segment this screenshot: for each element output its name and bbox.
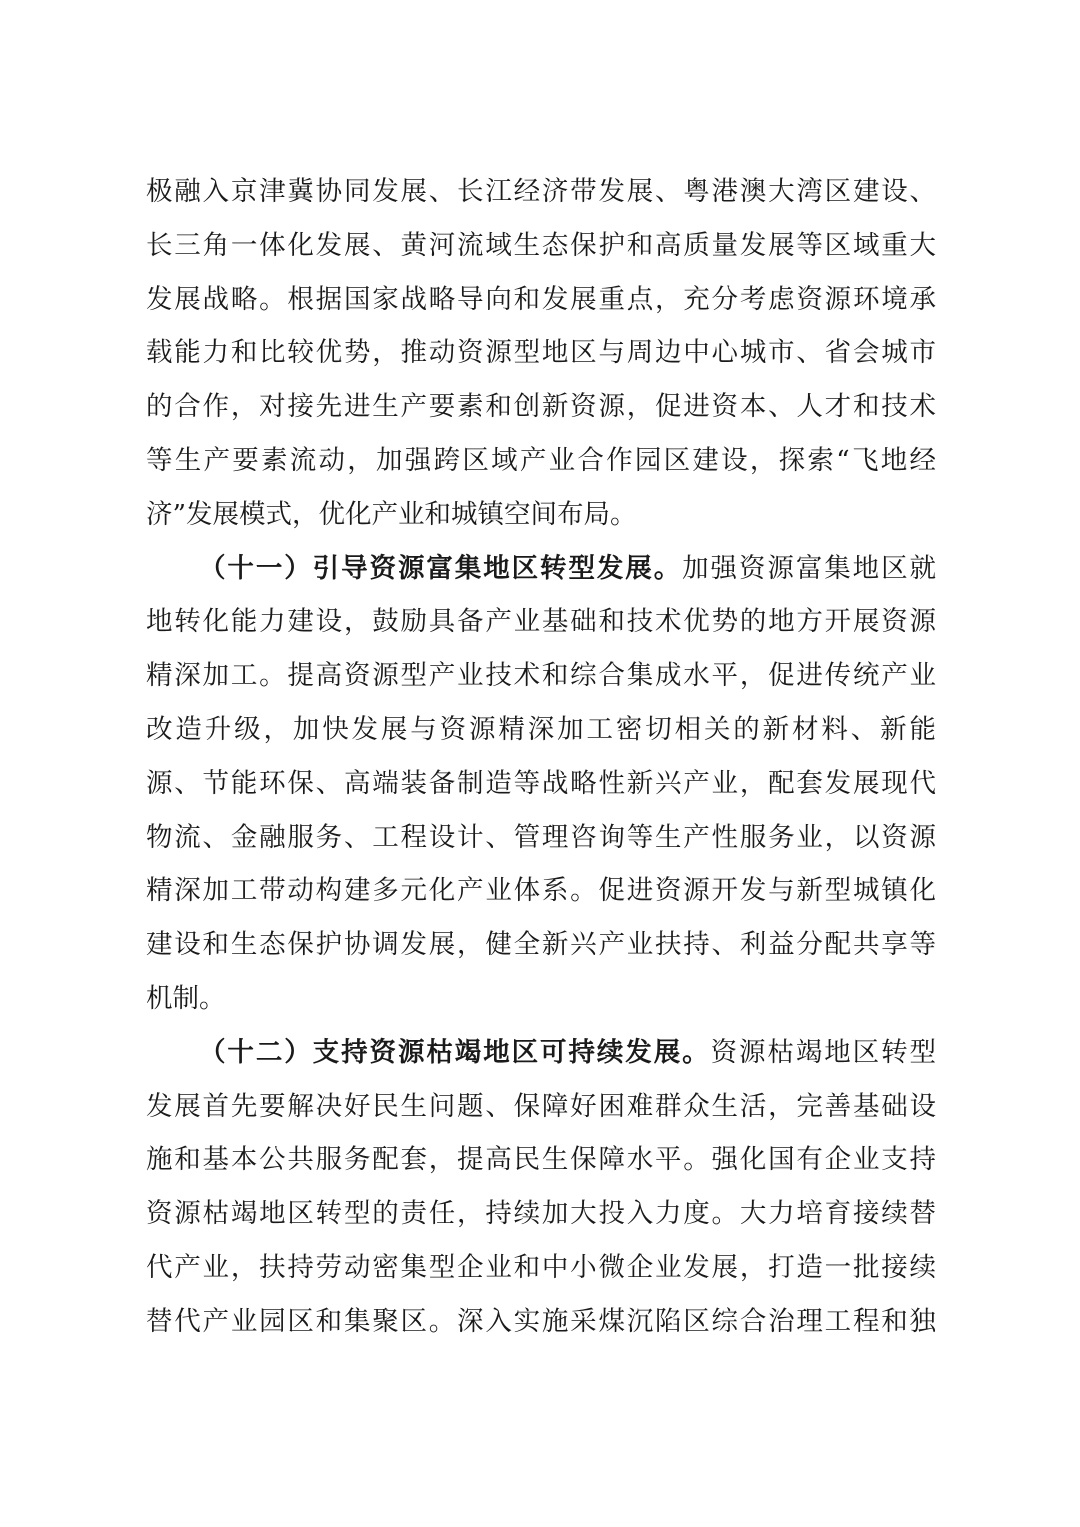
text-line: 机制。 (146, 982, 226, 1014)
text-line: 替代产业园区和集聚区。深入实施采煤沉陷区综合治理工程和独 (146, 1305, 936, 1337)
text-line: 载能力和比较优势，推动资源型地区与周边中心城市、省会城市 (146, 337, 936, 369)
text-line: 改造升级，加快发展与资源精深加工密切相关的新材料、新能 (146, 713, 936, 745)
body-text (146, 165, 936, 1349)
text-line: 代产业，扶持劳动密集型企业和中小微企业发展，打造一批接续 (146, 1251, 936, 1283)
text-line: 精深加工。提高资源型产业技术和综合集成水平，促进传统产业 (146, 660, 936, 692)
text-line: 源、节能环保、高端装备制造等战略性新兴产业，配套发展现代 (146, 767, 936, 799)
section-11-first-line (146, 542, 936, 596)
text-line: 施和基本公共服务配套，提高民生保障水平。强化国有企业支持 (146, 1144, 936, 1176)
text-line: 发展战略。根据国家战略导向和发展重点，充分考虑资源环境承 (146, 283, 936, 315)
text-line: 长三角一体化发展、黄河流域生态保护和高质量发展等区域重大 (146, 229, 936, 261)
text-line: 物流、金融服务、工程设计、管理咨询等生产性服务业，以资源 (146, 821, 936, 853)
text-line: 济”发展模式，优化产业和城镇空间布局。 (146, 498, 637, 530)
text-line: 建设和生态保护协调发展，健全新兴产业扶持、利益分配共享等 (146, 929, 936, 961)
section-12-first-line-text: 资源枯竭地区转型 (710, 1036, 937, 1068)
section-12-heading: （十二）支持资源枯竭地区可持续发展。 (199, 1036, 711, 1068)
section-11-first-line-text: 加强资源富集地区就 (682, 552, 937, 584)
text-line: 地转化能力建设，鼓励具备产业基础和技术优势的地方开展资源 (146, 606, 936, 638)
text-line: 发展首先要解决好民生问题、保障好困难群众生活，完善基础设 (146, 1090, 936, 1122)
section-12-first-line (146, 1026, 936, 1080)
text-line: 等生产要素流动，加强跨区域产业合作园区建设，探索“飞地经 (146, 444, 936, 476)
text-line: 的合作，对接先进生产要素和创新资源，促进资本、人才和技术 (146, 391, 936, 423)
text-line: 资源枯竭地区转型的责任，持续加大投入力度。大力培育接续替 (146, 1198, 936, 1230)
text-line: 精深加工带动构建多元化产业体系。促进资源开发与新型城镇化 (146, 875, 936, 907)
text-line: 极融入京津冀协同发展、长江经济带发展、粤港澳大湾区建设、 (146, 176, 936, 207)
section-11-heading: （十一）引导资源富集地区转型发展。 (199, 552, 683, 584)
